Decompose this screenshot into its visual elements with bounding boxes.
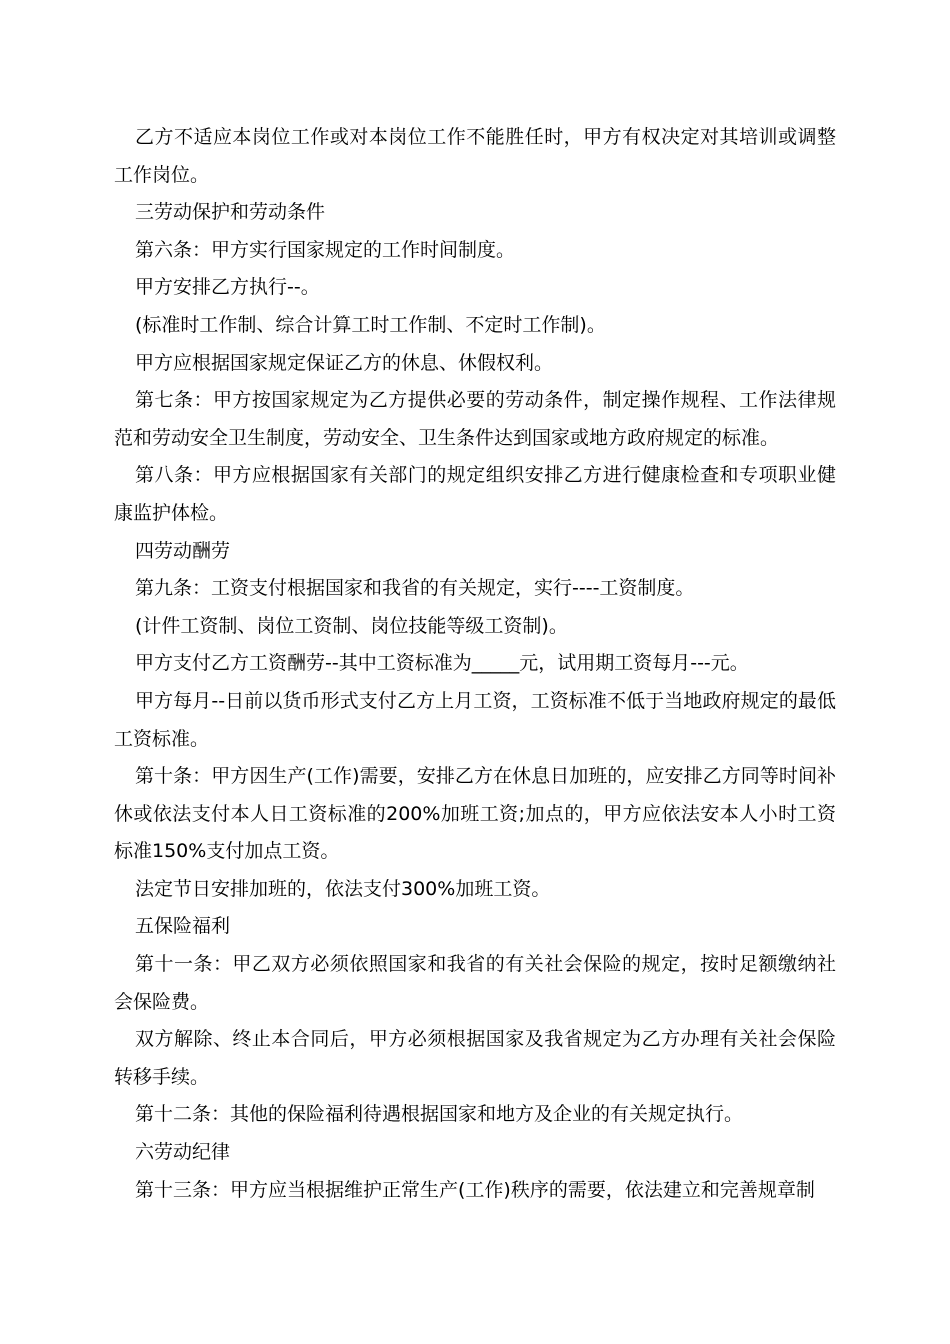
paragraph-holiday-overtime: 法定节日安排加班的，依法支付300%加班工资。	[135, 877, 551, 900]
paragraph-wage-system-options: (计件工资制、岗位工资制、岗位技能等级工资制)。	[135, 614, 568, 637]
article-13-paragraph: 第十三条：甲方应当根据维护正常生产(工作)秩序的需要，依法建立和完善规章制	[135, 1178, 815, 1201]
article-10-paragraph: 第十条：甲方因生产(工作)需要，安排乙方在休息日加班的，应安排乙方同等时间补休或依法支付本人日工资标准的200%加班工资;加点的，甲方应依法安本人小时工资标准150%支付加点工资。	[114, 765, 836, 863]
paragraph-insurance-transfer: 双方解除、终止本合同后，甲方必须根据国家及我省规定为乙方办理有关社会保险转移手续。	[114, 1028, 836, 1088]
article-8-paragraph: 第八条：甲方应根据国家有关部门的规定组织安排乙方进行健康检查和专项职业健康监护体检。	[114, 464, 836, 524]
article-12-paragraph: 第十二条：其他的保险福利待遇根据国家和地方及企业的有关规定执行。	[135, 1103, 744, 1126]
paragraph-rest-rights: 甲方应根据国家规定保证乙方的休息、休假权利。	[135, 351, 554, 374]
article-6-paragraph: 第六条：甲方实行国家规定的工作时间制度。	[135, 238, 516, 261]
section-heading-labor-protection: 三劳动保护和劳动条件	[135, 201, 326, 224]
paragraph-job-adjustment: 乙方不适应本岗位工作或对本岗位工作不能胜任时，甲方有权决定对其培训或调整工作岗位。	[114, 126, 836, 186]
section-heading-remuneration: 四劳动酬劳	[135, 539, 231, 562]
article-11-paragraph: 第十一条：甲乙双方必须依照国家和我省的有关社会保险的规定，按时足额缴纳社会保险费。	[114, 953, 836, 1013]
document-body	[114, 119, 836, 1209]
section-heading-discipline: 六劳动纪律	[135, 1141, 231, 1164]
article-9-paragraph: 第九条：工资支付根据国家和我省的有关规定，实行----工资制度。	[135, 577, 695, 600]
paragraph-work-schedule: 甲方安排乙方执行--。	[135, 276, 320, 299]
article-7-paragraph: 第七条：甲方按国家规定为乙方提供必要的劳动条件，制定操作规程、工作法律规范和劳动安全卫生制度，劳动安全、卫生条件达到国家或地方政府规定的标准。	[114, 389, 836, 449]
paragraph-wage-payment-date: 甲方每月--日前以货币形式支付乙方上月工资，工资标准不低于当地政府规定的最低工资标准。	[114, 689, 836, 750]
paragraph-wage-standard: 甲方支付乙方工资酬劳--其中工资标准为_____元，试用期工资每月---元。	[135, 652, 749, 675]
paragraph-work-schedule-options: (标准时工作制、综合计算工时工作制、不定时工作制)。	[135, 313, 606, 336]
section-heading-insurance: 五保险福利	[135, 915, 231, 938]
